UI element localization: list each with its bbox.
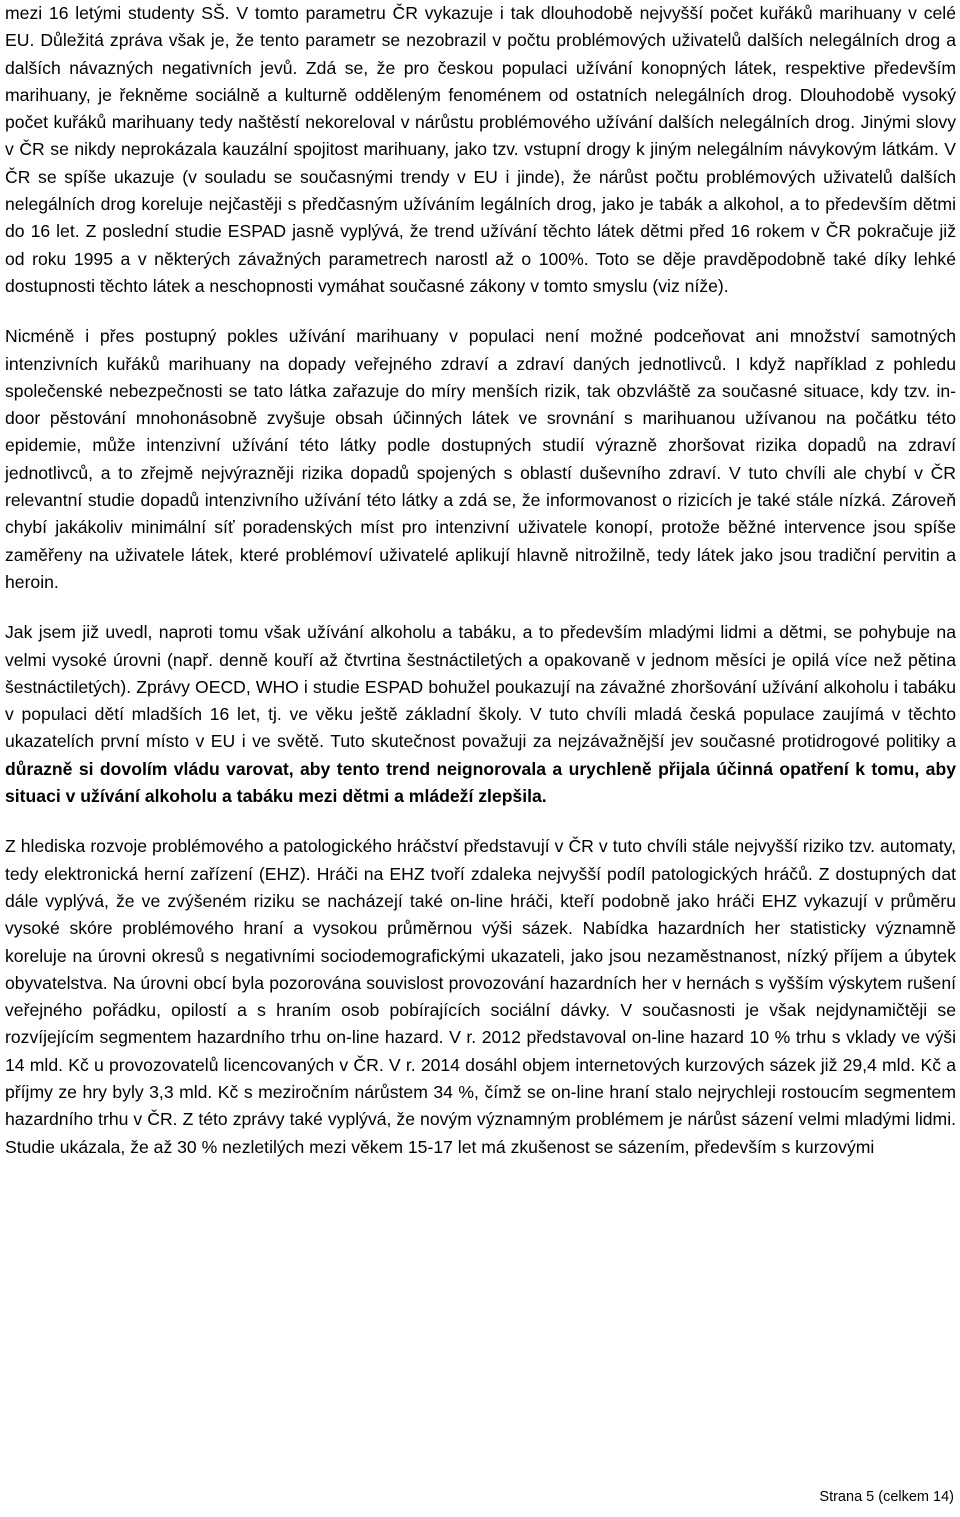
paragraph-4-text: Z hlediska rozvoje problémového a patologického hráčství představují v ČR v tuto chvíli stále nejvyšší riziko tzv. automaty, tedy elektronická herní zařízení (EHZ). Hráči na EHZ tvoří zdaleka nejvyšší podíl patologických hráčů. Z dostupných dat dále vyplývá, že ve zvýšeném riziku se nacházejí také on-line hráči, kteří podobně jako hráči EHZ vykazují v průměru vysoké skóre problémového hraní a vysokou průměrnou výši sázek. Nabídka hazardních her statisticky významně koreluje na úrovni okresů s negativními sociodemografickými ukazateli, jako jsou nezaměstnanost, nízký příjem a úbytek obyvatelstva. Na úrovni obcí byla pozorována souvislost provozování hazardních her v hernách s vyšším výskytem rušení veřejného pořádku, opilostí a s hraním osob pobírajících sociální dávky. V současnosti je však nejdynamičtěji se rozvíjejícím segmentem hazardního trhu on-line hazard. V r. 2012 představoval on-line hazard 10 % trhu s vklady ve výši 14 mld. Kč u provozovatelů licencovaných v ČR. V r. 2014 dosáhl objem internetových kurzových sázek již 29,4 mld. Kč a příjmy ze hry byly 3,3 mld. Kč s meziročním nárůstem 34 %, čímž se on-line hraní stalo nejrychleji rostoucím segmentem hazardního trhu v ČR. Z této zprávy také vyplývá, že novým významným problémem je nárůst sázení velmi mladými lidmi. Studie ukázala, že až 30 % nezletilých mezi věkem 15-17 let má zkušenost se sázením, především s kurzovými [5,836,956,1157]
document-body [5,0,956,1184]
paragraph-1-text: mezi 16 letými studenty SŠ. V tomto parametru ČR vykazuje i tak dlouhodobě nejvyšší počet kuřáků marihuany v celé EU. Důležitá zpráva však je, že tento parametr se nezobrazil v počtu problémových uživatelů dalších nelegálních drog a dalších návazných negativních jevů. Zdá se, že pro českou populaci užívání konopných látek, respektive především marihuany, je řekněme sociálně a kulturně odděleným fenoménem od ostatních nelegálních drog. Dlouhodobě vysoký počet kuřáků marihuany tedy naštěstí nekoreloval v nárůstu problémového užívání dalších nelegálních drog. Jinými slovy v ČR se nikdy neprokázala kauzální spojitost marihuany, jako tzv. vstupní drogy k jiným nelegálním návykovým látkám. V ČR se spíše ukazuje (v souladu se současnými trendy v EU i jinde), že nárůst počtu problémových uživatelů dalších nelegálních drog koreluje nejčastěji s předčasným užíváním legálních drog, jako je tabák a alkohol, a to především dětmi do 16 let. Z poslední studie ESPAD jasně vyplývá, že trend užívání těchto látek dětmi před 16 rokem v ČR pokračuje již od roku 1995 a v některých závažných parametrech narostl až o 100%. Toto se děje pravděpodobně také díky lehké dostupnosti těchto látek a neschopnosti vymáhat současné zákony v tomto smyslu (viz níže). [5,3,956,296]
paragraph-3-text: Jak jsem již uvedl, naproti tomu však užívání alkoholu a tabáku, a to především mladými lidmi a dětmi, se pohybuje na velmi vysoké úrovni (např. denně kouří až čtvrtina šestnáctiletých a opakovaně v jednom měsíci je opilá více než pětina šestnáctiletých). Zprávy OECD, WHO i studie ESPAD bohužel poukazují na závažné zhoršování užívání alkoholu i tabáku v populaci dětí mladších 16 let, tj. ve věku ještě základní školy. V tuto chvíli mladá česká populace zaujímá v těchto ukazatelích první místo v EU i ve světě. Tuto skutečnost považuji za nejzávažnější jev současné protidrogové politiky a [5,622,956,752]
paragraph-3-bold-warning: důrazně si dovolím vládu varovat, aby tento trend neignorovala a urychleně přijala účinná opatření k tomu, aby situaci v užívání alkoholu a tabáku mezi dětmi a mládeží zlepšila. [5,758,956,807]
paragraph-1 [5,0,956,300]
page-number-footer: Strana 5 (celkem 14) [819,1489,954,1505]
paragraph-2 [5,323,956,596]
paragraph-4 [5,833,956,1161]
paragraph-2-text: Nicméně i přes postupný pokles užívání marihuany v populaci není možné podceňovat ani množství samotných intenzivních kuřáků marihuany na dopady veřejného zdraví a zdraví daných jednotlivců. I když například z pohledu společenské nebezpečnosti se tato látka zařazuje do míry menších rizik, tak obzvláště za současné situace, kdy tzv. in-door pěstování mnohonásobně zvyšuje obsah účinných látek ve srovnání s marihuanou užívanou na počátku této epidemie, může intenzivní užívání této látky podle dostupných studií výrazně zhoršovat rizika dopadů na zdraví jednotlivců, a to zřejmě nejvýrazněji rizika dopadů spojených s oblastí duševního zdraví. V tuto chvíli ale chybí v ČR relevantní studie dopadů intenzivního užívání této látky a zdá se, že informovanost o rizicích je také stále nízká. Zároveň chybí jakákoliv minimální síť poradenských míst pro intenzivní uživatele konopí, protože běžné intervence jsou spíše zaměřeny na uživatele látek, které problémoví uživatelé aplikují hlavně nitrožilně, tedy látek jako jsou tradiční pervitin a heroin. [5,326,956,592]
paragraph-3 [5,619,956,810]
